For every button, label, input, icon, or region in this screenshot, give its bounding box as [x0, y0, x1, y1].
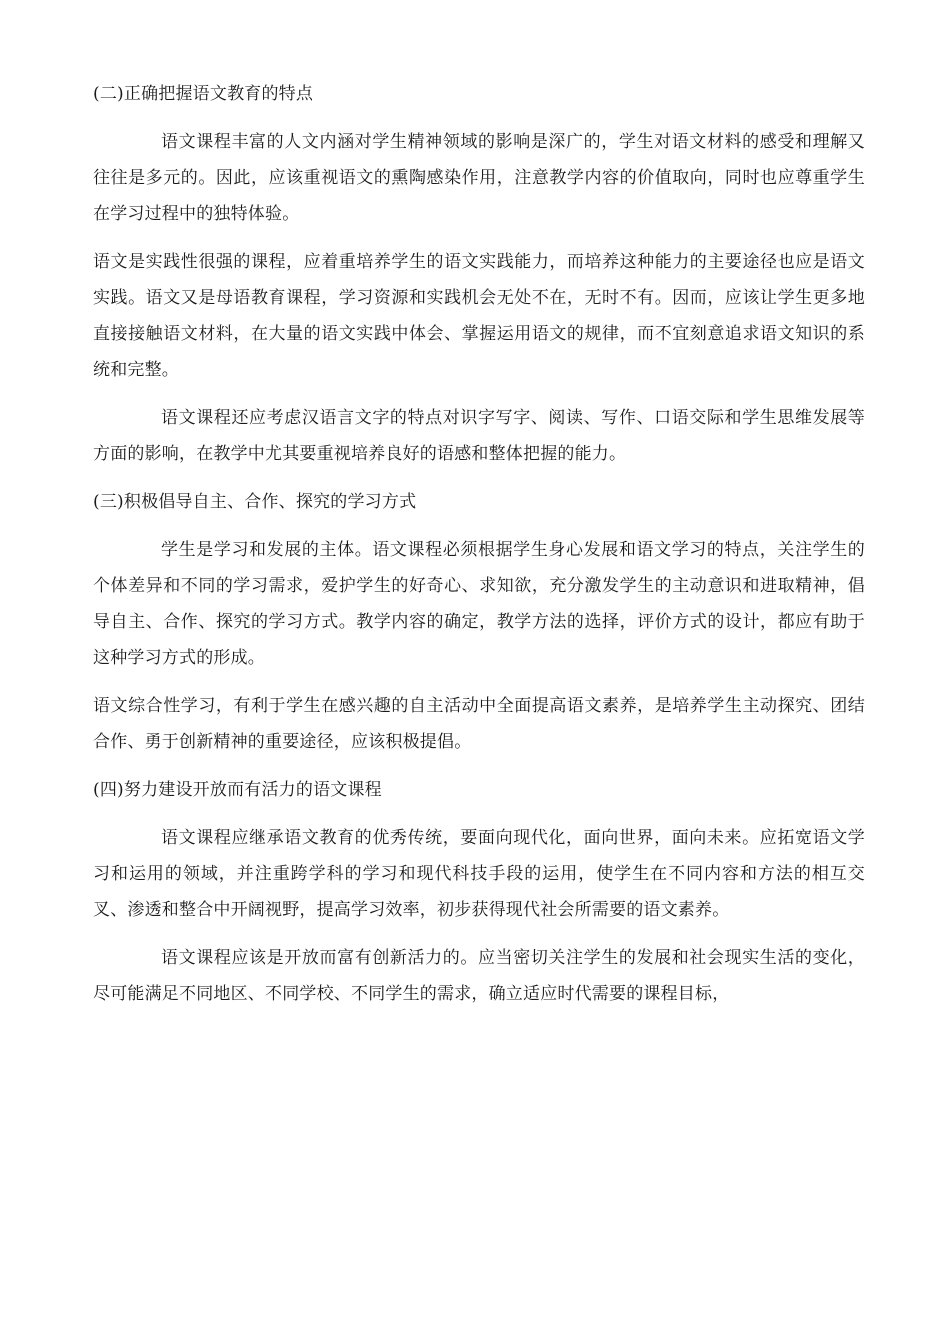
- paragraph: 语文课程还应考虑汉语言文字的特点对识字写字、阅读、写作、口语交际和学生思维发展等方面的影响，在教学中尤其要重视培养良好的语感和整体把握的能力。: [93, 408, 865, 464]
- section-3: [93, 484, 865, 760]
- paragraph: 语文是实践性很强的课程，应着重培养学生的语文实践能力，而培养这种能力的主要途径也应是语文实践。语文又是母语教育课程，学习资源和实践机会无处不在，无时不有。因而，应该让学生更多地直接接触语文材料，在大量的语文实践中体会、掌握运用语文的规律，而不宜刻意追求语文知识的系统和完整。: [93, 252, 865, 380]
- document-page: [93, 76, 865, 1024]
- paragraph: 语文课程应继承语文教育的优秀传统，要面向现代化，面向世界，面向未来。应拓宽语文学习和运用的领域，并注重跨学科的学习和现代科技手段的运用，使学生在不同内容和方法的相互交叉、渗透和整合中开阔视野，提高学习效率，初步获得现代社会所需要的语文素养。: [93, 828, 865, 920]
- section-heading: (三)积极倡导自主、合作、探究的学习方式: [93, 492, 417, 512]
- section-heading: (四)努力建设开放而有活力的语文课程: [93, 780, 382, 800]
- section-heading: (二)正确把握语文教育的特点: [93, 84, 314, 104]
- paragraph: 学生是学习和发展的主体。语文课程必须根据学生身心发展和语文学习的特点，关注学生的个体差异和不同的学习需求，爱护学生的好奇心、求知欲，充分激发学生的主动意识和进取精神，倡导自主、合作、探究的学习方式。教学内容的确定，教学方法的选择，评价方式的设计，都应有助于这种学习方式的形成。: [93, 540, 865, 668]
- paragraph: 语文课程丰富的人文内涵对学生精神领域的影响是深广的，学生对语文材料的感受和理解又往往是多元的。因此，应该重视语文的熏陶感染作用，注意教学内容的价值取向，同时也应尊重学生在学习过程中的独特体验。: [93, 132, 865, 224]
- section-2: [93, 76, 865, 472]
- section-4: [93, 772, 865, 1012]
- paragraph: 语文综合性学习，有利于学生在感兴趣的自主活动中全面提高语文素养，是培养学生主动探究、团结合作、勇于创新精神的重要途径，应该积极提倡。: [93, 696, 865, 752]
- paragraph: 语文课程应该是开放而富有创新活力的。应当密切关注学生的发展和社会现实生活的变化，尽可能满足不同地区、不同学校、不同学生的需求，确立适应时代需要的课程目标，: [93, 948, 865, 1004]
